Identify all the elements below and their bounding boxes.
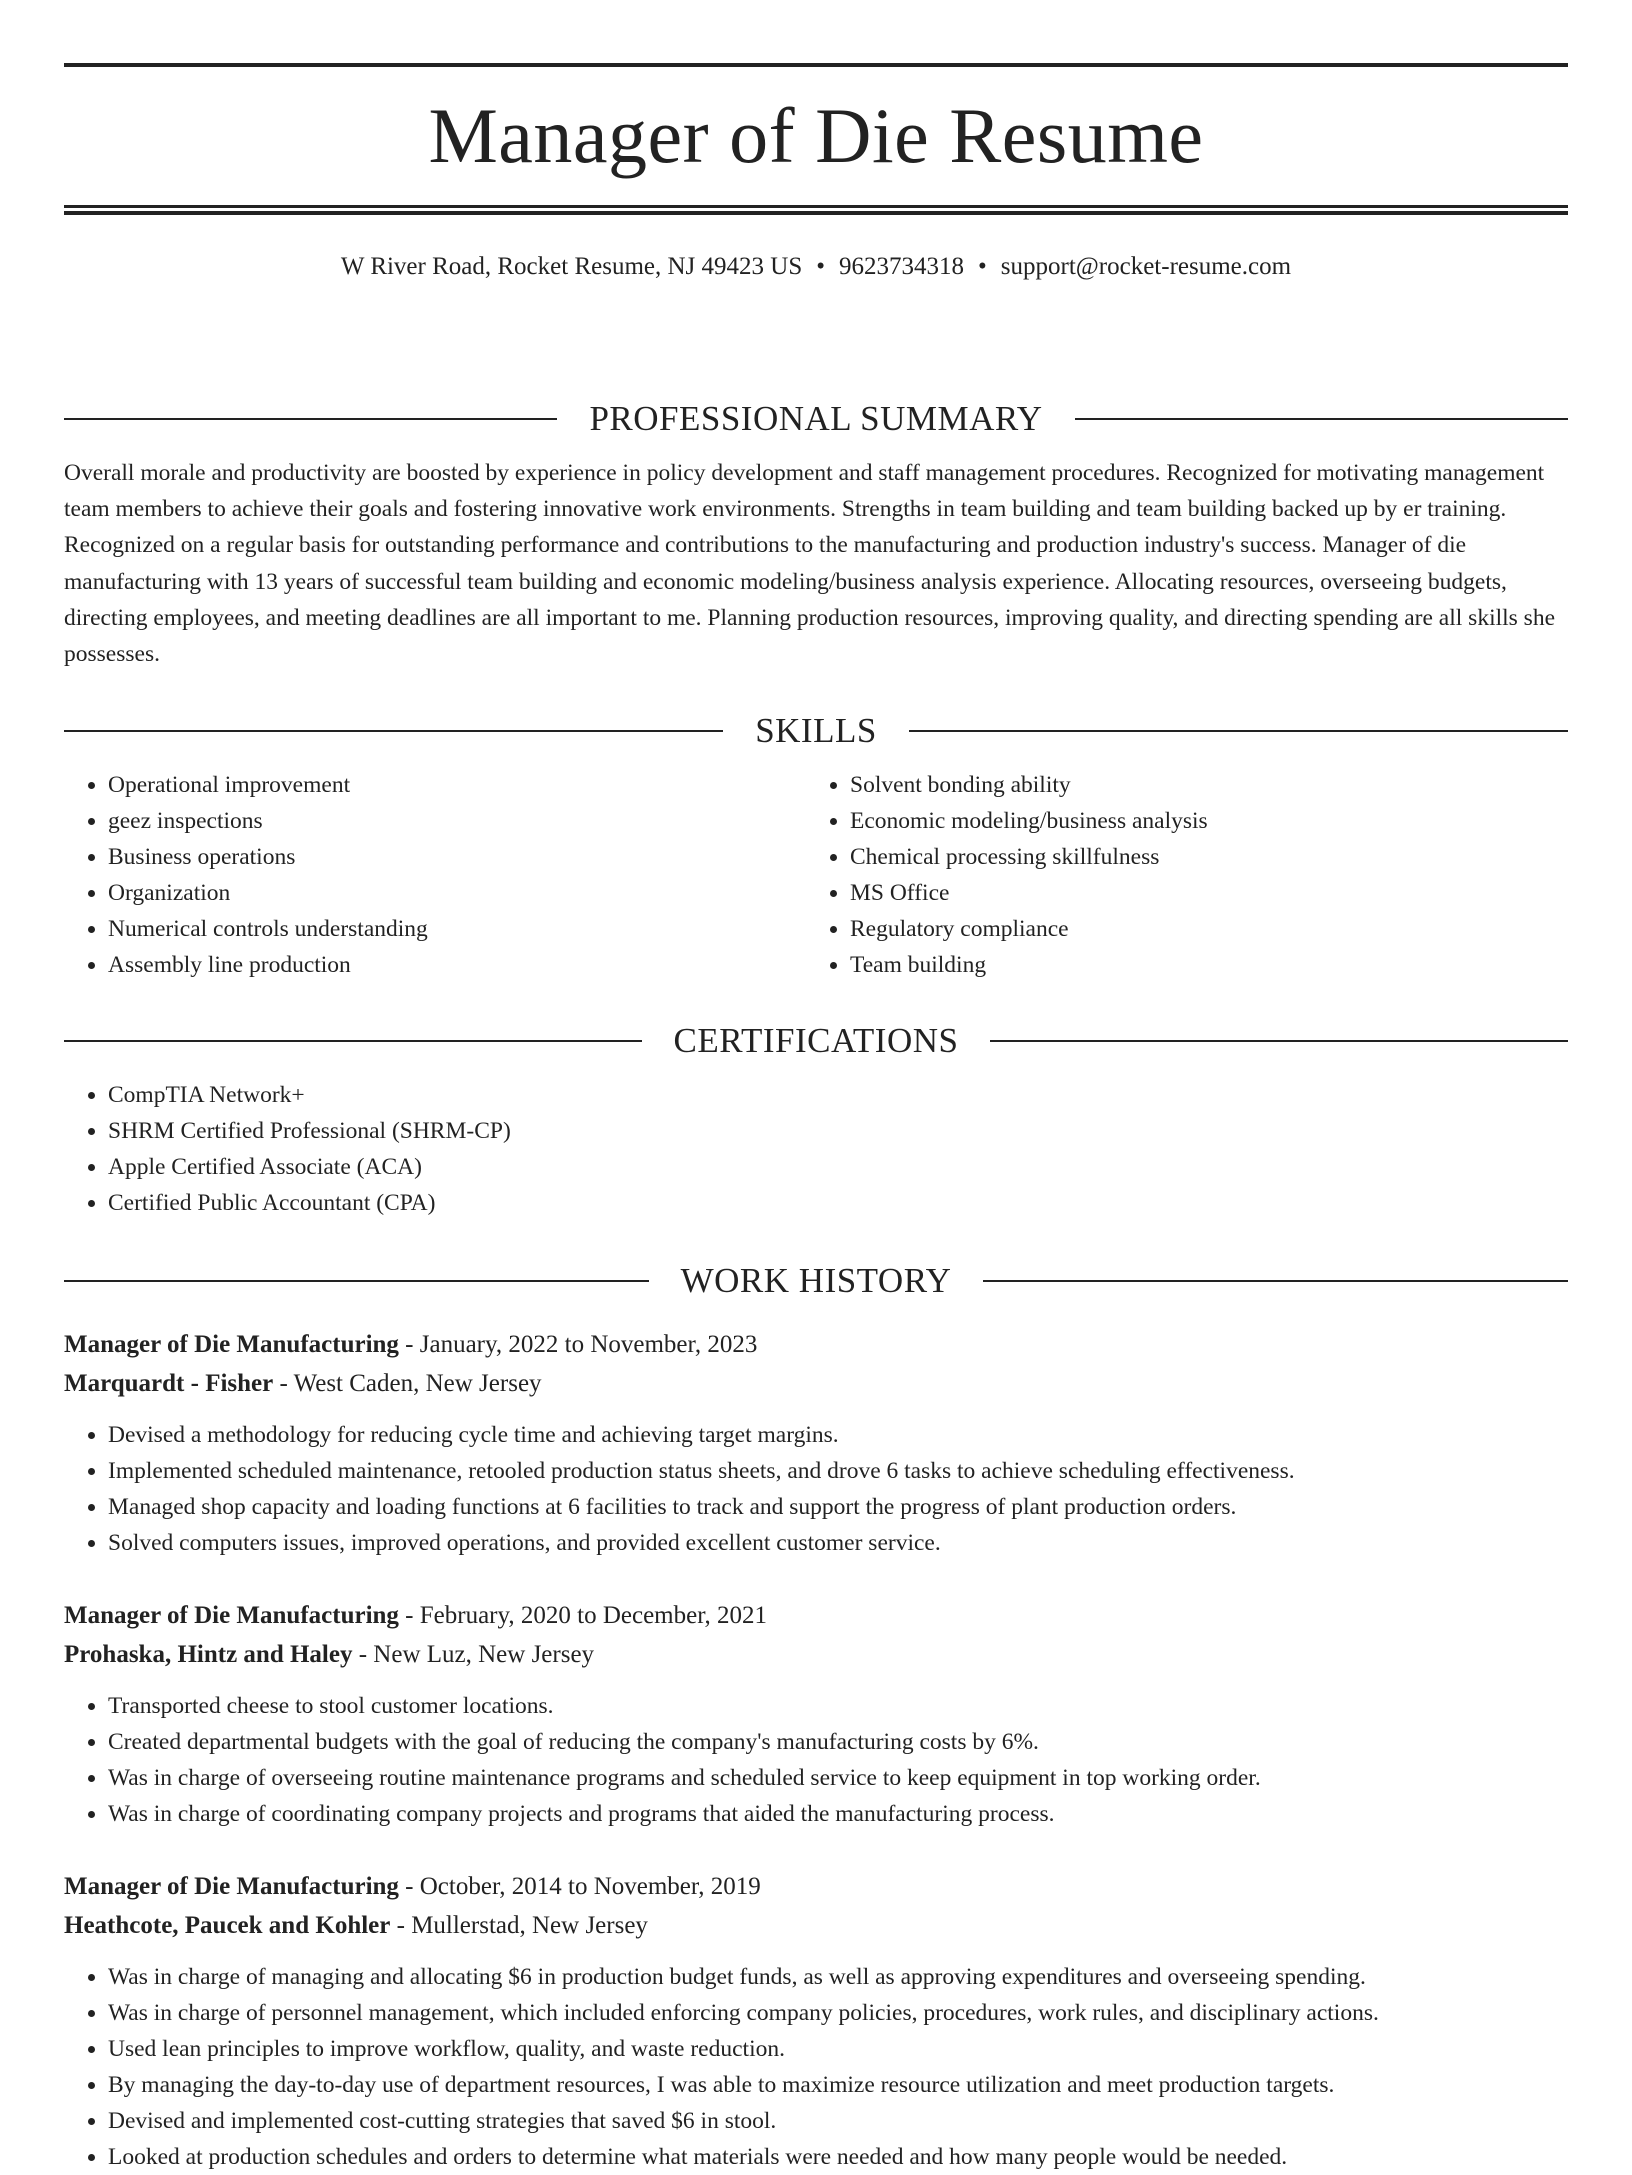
skills-column-left bbox=[64, 767, 806, 983]
page-title: Manager of Die Resume bbox=[428, 92, 1204, 179]
job-bullet: • Was in charge of coordinating company projects and programs that aided the manufacturing process. bbox=[108, 1796, 1568, 1832]
section-heading bbox=[64, 1261, 1568, 1301]
certification-item: • Apple Certified Associate (ACA) bbox=[108, 1149, 1568, 1185]
skill-item: • Numerical controls understanding bbox=[108, 911, 806, 947]
resume-page bbox=[0, 63, 1632, 2175]
job-title-line: Manager of Die Manufacturing - February, 2020 to December, 2021 bbox=[64, 1602, 768, 1629]
skill-item: • Organization bbox=[108, 875, 806, 911]
certification-item: • CompTIA Network+ bbox=[108, 1077, 1568, 1113]
job-title: Manager of Die Manufacturing bbox=[64, 1331, 399, 1358]
job-bullet: • Devised and implemented cost-cutting strategies that saved $6 in stool. bbox=[108, 2103, 1568, 2139]
contact-separator: • bbox=[978, 253, 987, 280]
job-bullet: • Was in charge of personnel management, which included enforcing company policies, procedures, work rules, and disciplinary actions. bbox=[108, 1995, 1568, 2031]
job-bullet: • Implemented scheduled maintenance, retooled production status sheets, and drove 6 tasks to achieve scheduling effectiveness. bbox=[108, 1453, 1568, 1489]
job-entry bbox=[64, 1596, 1568, 1832]
heading-rule-right bbox=[990, 1040, 1568, 1042]
heading-rule-right bbox=[1075, 418, 1568, 420]
work-history-section bbox=[64, 1261, 1568, 1301]
job-company: Prohaska, Hintz and Haley bbox=[64, 1641, 353, 1668]
contact-separator: • bbox=[816, 253, 825, 280]
summary-section bbox=[64, 399, 1568, 672]
heading-rule-left bbox=[64, 1040, 642, 1042]
work-history-heading: WORK HISTORY bbox=[680, 1261, 952, 1300]
job-title: Manager of Die Manufacturing bbox=[64, 1602, 399, 1629]
skill-item: • Economic modeling/business analysis bbox=[850, 803, 1548, 839]
job-bullet-list bbox=[64, 1688, 1568, 1832]
job-dates: February, 2020 to December, 2021 bbox=[419, 1602, 768, 1629]
job-company-line: Heathcote, Paucek and Kohler - Mullerstad, New Jersey bbox=[64, 1912, 648, 1939]
certification-item: • Certified Public Accountant (CPA) bbox=[108, 1185, 1568, 1221]
job-bullet-list bbox=[64, 1417, 1568, 1561]
section-heading bbox=[64, 711, 1568, 751]
skill-item: • Team building bbox=[850, 947, 1548, 983]
job-title-line: Manager of Die Manufacturing - October, 2014 to November, 2019 bbox=[64, 1873, 761, 1900]
contact-phone: 9623734318 bbox=[839, 253, 964, 280]
job-bullet-list bbox=[64, 1959, 1568, 2175]
certification-item: • SHRM Certified Professional (SHRM-CP) bbox=[108, 1113, 1568, 1149]
job-company-line: Marquardt - Fisher - West Caden, New Jersey bbox=[64, 1370, 542, 1397]
certifications-heading: CERTIFICATIONS bbox=[673, 1021, 959, 1060]
heading-rule-left bbox=[64, 1280, 649, 1282]
contact-email: support@rocket-resume.com bbox=[1000, 253, 1292, 280]
job-dates: October, 2014 to November, 2019 bbox=[419, 1873, 761, 1900]
job-entry bbox=[64, 1325, 1568, 1561]
job-bullet: • Looked at production schedules and orders to determine what materials were needed and how many people would be needed. bbox=[108, 2139, 1568, 2175]
top-rule bbox=[64, 63, 1568, 67]
heading-rule-left bbox=[64, 730, 723, 732]
job-bullet: • Managed shop capacity and loading functions at 6 facilities to track and support the progress of plant production orders. bbox=[108, 1489, 1568, 1525]
job-bullet: • Was in charge of overseeing routine maintenance programs and scheduled service to keep equipment in top working order. bbox=[108, 1760, 1568, 1796]
skill-item: • Business operations bbox=[108, 839, 806, 875]
job-dates: January, 2022 to November, 2023 bbox=[419, 1331, 758, 1358]
job-bullet: • Was in charge of managing and allocating $6 in production budget funds, as well as approving expenditures and overseeing spending. bbox=[108, 1959, 1568, 1995]
job-location: Mullerstad, New Jersey bbox=[411, 1912, 648, 1939]
job-company-line: Prohaska, Hintz and Haley - New Luz, New Jersey bbox=[64, 1641, 595, 1668]
job-title: Manager of Die Manufacturing bbox=[64, 1873, 399, 1900]
job-bullet: • Devised a methodology for reducing cycle time and achieving target margins. bbox=[108, 1417, 1568, 1453]
job-company: Marquardt - Fisher bbox=[64, 1370, 274, 1397]
job-entry bbox=[64, 1867, 1568, 2175]
skills-columns bbox=[64, 767, 1568, 983]
skill-item: • geez inspections bbox=[108, 803, 806, 839]
heading-rule-right bbox=[983, 1280, 1568, 1282]
skill-item: • Regulatory compliance bbox=[850, 911, 1548, 947]
job-company: Heathcote, Paucek and Kohler bbox=[64, 1912, 391, 1939]
job-title-line: Manager of Die Manufacturing - January, 2022 to November, 2023 bbox=[64, 1331, 758, 1358]
skill-item: • Chemical processing skillfulness bbox=[850, 839, 1548, 875]
skill-item: • Operational improvement bbox=[108, 767, 806, 803]
skill-item: • MS Office bbox=[850, 875, 1548, 911]
skills-section bbox=[64, 711, 1568, 983]
job-bullet: • Created departmental budgets with the goal of reducing the company's manufacturing costs by 6%. bbox=[108, 1724, 1568, 1760]
job-bullet: • Solved computers issues, improved operations, and provided excellent customer service. bbox=[108, 1525, 1568, 1561]
heading-rule-left bbox=[64, 418, 557, 420]
section-heading bbox=[64, 1021, 1568, 1061]
contact-line bbox=[64, 252, 1568, 282]
contact-address: W River Road, Rocket Resume, NJ 49423 US bbox=[340, 253, 803, 280]
summary-heading: PROFESSIONAL SUMMARY bbox=[589, 399, 1043, 438]
job-bullet: • Transported cheese to stool customer locations. bbox=[108, 1688, 1568, 1724]
heading-rule-right bbox=[909, 730, 1568, 732]
job-location: West Caden, New Jersey bbox=[293, 1370, 542, 1397]
skills-column-right bbox=[806, 767, 1548, 983]
certifications-section bbox=[64, 1021, 1568, 1221]
skills-heading: SKILLS bbox=[755, 711, 877, 750]
job-location: New Luz, New Jersey bbox=[373, 1641, 595, 1668]
skill-item: • Assembly line production bbox=[108, 947, 806, 983]
summary-text: Overall morale and productivity are boosted by experience in policy development and staff management procedures. Recognized for motivating management team members to achieve their goals and fostering innovative work environments. Strengths in team building and team building backed up by er training. Recognized on a regular basis for outstanding performance and contributions to the manufacturing and production industry's success. Manager of die manufacturing with 13 years of successful team building and economic modeling/business analysis experience. Allocating resources, overseeing budgets, directing employees, and meeting deadlines are all important to me. Planning production resources, improving quality, and directing spending are all skills she possesses. bbox=[64, 460, 1555, 668]
title-double-rule bbox=[64, 205, 1568, 215]
job-bullet: • By managing the day-to-day use of department resources, I was able to maximize resource utilization and meet production targets. bbox=[108, 2067, 1568, 2103]
job-bullet: • Used lean principles to improve workflow, quality, and waste reduction. bbox=[108, 2031, 1568, 2067]
skill-item: • Solvent bonding ability bbox=[850, 767, 1548, 803]
section-heading bbox=[64, 399, 1568, 439]
